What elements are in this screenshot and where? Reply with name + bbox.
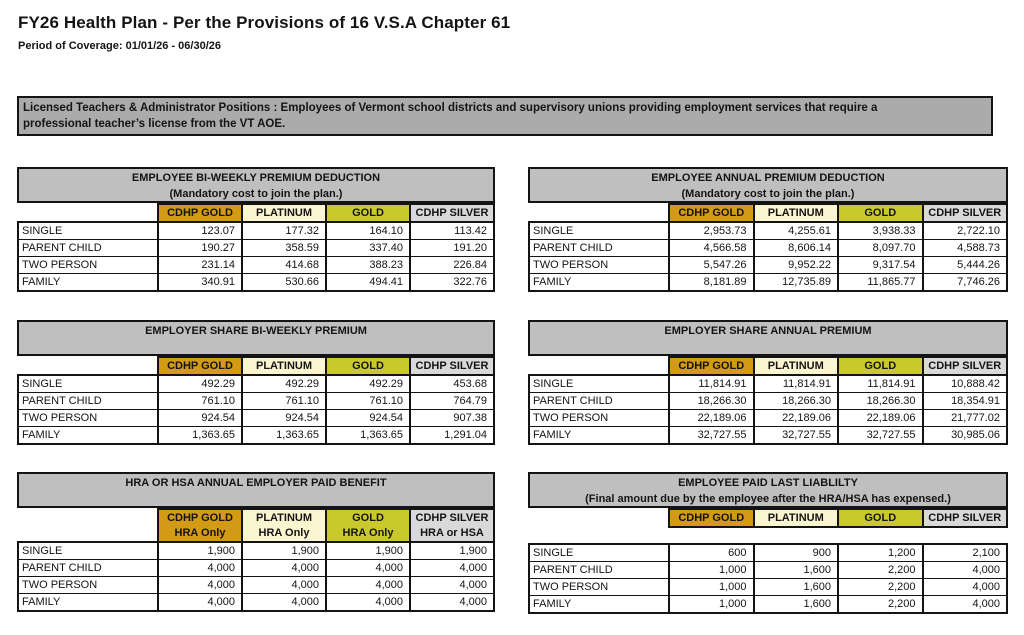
column-header-row [17, 203, 495, 221]
column-header-row [528, 356, 1008, 374]
row-label: TWO PERSON [529, 579, 669, 596]
table-row [529, 562, 1007, 579]
value-cell: 3,938.33 [838, 222, 923, 240]
column-header-gold [327, 203, 411, 221]
row-label: TWO PERSON [18, 410, 158, 427]
value-cell: 21,777.02 [923, 410, 1008, 427]
column-header-label: PLATINUM [767, 207, 824, 219]
table-row [18, 222, 494, 240]
column-header-cdhp_silver [924, 203, 1009, 221]
column-header-cdhp_gold [157, 203, 243, 221]
value-cell: 30,985.06 [923, 427, 1008, 445]
table-row [18, 594, 494, 612]
table-row [529, 427, 1007, 445]
value-cell: 18,266.30 [669, 393, 754, 410]
value-cell: 32,727.55 [838, 427, 923, 445]
value-cell: 492.29 [242, 375, 326, 393]
column-header-label: PLATINUM [767, 512, 824, 524]
value-cell: 761.10 [158, 393, 242, 410]
value-cell: 2,200 [838, 579, 923, 596]
column-header-row [528, 203, 1008, 221]
table-title: EMPLOYEE ANNUAL PREMIUM DEDUCTION [651, 172, 885, 184]
value-cell: 4,000 [923, 562, 1008, 579]
value-cell: 2,200 [838, 562, 923, 579]
row-label: TWO PERSON [529, 410, 669, 427]
value-cell: 4,588.73 [923, 240, 1008, 257]
column-header-label: CDHP GOLD [167, 512, 233, 524]
data-table [17, 374, 495, 445]
eligibility-banner [17, 96, 993, 136]
table-employer-share-biweekly-premium [17, 320, 495, 445]
value-cell: 11,814.91 [838, 375, 923, 393]
value-cell: 11,814.91 [754, 375, 839, 393]
column-header-cdhp_gold [157, 356, 243, 374]
value-cell: 1,900 [158, 542, 242, 560]
column-header-label: PLATINUM [767, 360, 824, 372]
value-cell: 1,600 [754, 579, 839, 596]
column-header-cdhp_silver [924, 508, 1009, 528]
value-cell: 900 [754, 544, 839, 562]
column-header-cdhp_silver [411, 203, 495, 221]
value-cell: 1,000 [669, 579, 754, 596]
column-header-label: GOLD [864, 207, 897, 219]
column-header-label: GOLD [864, 512, 897, 524]
column-header-cdhp_gold [668, 356, 755, 374]
value-cell: 1,363.65 [242, 427, 326, 445]
value-cell: 226.84 [410, 257, 494, 274]
table-row [18, 427, 494, 445]
column-header-cdhp_silver [411, 356, 495, 374]
value-cell: 4,000 [326, 594, 410, 612]
value-cell: 11,814.91 [669, 375, 754, 393]
row-label: FAMILY [18, 594, 158, 612]
value-cell: 18,266.30 [838, 393, 923, 410]
value-cell: 231.14 [158, 257, 242, 274]
row-label: FAMILY [529, 596, 669, 614]
value-cell: 761.10 [242, 393, 326, 410]
table-row [529, 222, 1007, 240]
column-header-label: PLATINUM [255, 207, 312, 219]
value-cell: 4,000 [158, 560, 242, 577]
table-subtitle [530, 339, 1006, 355]
value-cell: 2,953.73 [669, 222, 754, 240]
table-employer-share-annual-premium [528, 320, 1008, 445]
column-header-platinum [755, 356, 840, 374]
row-label: PARENT CHILD [18, 560, 158, 577]
value-cell: 190.27 [158, 240, 242, 257]
row-label: FAMILY [529, 274, 669, 292]
value-cell: 358.59 [242, 240, 326, 257]
value-cell: 907.38 [410, 410, 494, 427]
value-cell: 8,097.70 [838, 240, 923, 257]
column-header-label: CDHP SILVER [415, 207, 489, 219]
column-header-row [17, 356, 495, 374]
row-label: PARENT CHILD [529, 393, 669, 410]
value-cell: 4,000 [410, 594, 494, 612]
value-cell: 924.54 [158, 410, 242, 427]
value-cell: 4,000 [158, 594, 242, 612]
value-cell: 453.68 [410, 375, 494, 393]
data-table [528, 374, 1008, 445]
value-cell: 1,363.65 [326, 427, 410, 445]
coverage-period: Period of Coverage: 01/01/26 - 06/30/26 [18, 40, 221, 52]
value-cell: 2,722.10 [923, 222, 1008, 240]
column-header-label: CDHP GOLD [167, 207, 233, 219]
table-row [18, 393, 494, 410]
table-row [529, 579, 1007, 596]
column-header-sublabel: HRA Only [258, 527, 310, 539]
column-header-sublabel: HRA Only [174, 527, 226, 539]
value-cell: 4,000 [158, 577, 242, 594]
column-header-row [17, 508, 495, 541]
column-header-gold [327, 508, 411, 541]
row-label-spacer [528, 356, 668, 374]
table-row [529, 596, 1007, 614]
column-header-gold [839, 356, 924, 374]
value-cell: 113.42 [410, 222, 494, 240]
column-header-platinum [755, 508, 840, 528]
table-title-band [17, 320, 495, 356]
value-cell: 22,189.06 [838, 410, 923, 427]
column-header-platinum [243, 356, 327, 374]
column-header-sublabel: HRA Only [342, 527, 394, 539]
value-cell: 4,000 [410, 560, 494, 577]
header-gap [528, 528, 1008, 543]
table-title-band [17, 167, 495, 203]
table-row [18, 257, 494, 274]
row-label: SINGLE [529, 375, 669, 393]
value-cell: 123.07 [158, 222, 242, 240]
table-title: EMPLOYEE PAID LAST LIABLILTY [678, 477, 858, 489]
value-cell: 924.54 [326, 410, 410, 427]
value-cell: 4,000 [326, 577, 410, 594]
table-row [529, 274, 1007, 292]
value-cell: 600 [669, 544, 754, 562]
value-cell: 177.32 [242, 222, 326, 240]
column-header-gold [327, 356, 411, 374]
table-row [18, 274, 494, 292]
value-cell: 1,291.04 [410, 427, 494, 445]
data-table [17, 541, 495, 612]
data-table [528, 543, 1008, 614]
value-cell: 32,727.55 [754, 427, 839, 445]
value-cell: 414.68 [242, 257, 326, 274]
table-row [529, 240, 1007, 257]
data-table [528, 221, 1008, 292]
value-cell: 337.40 [326, 240, 410, 257]
table-row [18, 375, 494, 393]
row-label: TWO PERSON [18, 577, 158, 594]
row-label: TWO PERSON [18, 257, 158, 274]
row-label: TWO PERSON [529, 257, 669, 274]
value-cell: 1,200 [838, 544, 923, 562]
column-header-gold [839, 508, 924, 528]
row-label: FAMILY [529, 427, 669, 445]
value-cell: 4,000 [410, 577, 494, 594]
row-label-spacer [17, 356, 157, 374]
value-cell: 7,746.26 [923, 274, 1008, 292]
value-cell: 191.20 [410, 240, 494, 257]
table-subtitle: (Mandatory cost to join the plan.) [681, 188, 855, 200]
table-row [18, 410, 494, 427]
table-title-band [528, 167, 1008, 203]
table-title-band [528, 472, 1008, 508]
value-cell: 1,000 [669, 596, 754, 614]
value-cell: 4,000 [923, 579, 1008, 596]
row-label: FAMILY [18, 427, 158, 445]
column-header-label: CDHP SILVER [928, 360, 1002, 372]
column-header-row [528, 508, 1008, 528]
table-row [529, 375, 1007, 393]
value-cell: 11,865.77 [838, 274, 923, 292]
value-cell: 322.76 [410, 274, 494, 292]
column-header-label: CDHP SILVER [928, 512, 1002, 524]
column-header-label: GOLD [352, 360, 384, 372]
row-label-spacer [17, 508, 157, 541]
table-title: EMPLOYER SHARE BI-WEEKLY PREMIUM [145, 325, 367, 337]
column-header-label: CDHP GOLD [678, 207, 745, 219]
column-header-platinum [243, 203, 327, 221]
row-label: PARENT CHILD [529, 240, 669, 257]
column-header-label: CDHP SILVER [415, 360, 489, 372]
value-cell: 10,888.42 [923, 375, 1008, 393]
value-cell: 4,000 [242, 577, 326, 594]
column-header-label: CDHP SILVER [928, 207, 1002, 219]
value-cell: 12,735.89 [754, 274, 839, 292]
table-row [18, 240, 494, 257]
value-cell: 5,547.26 [669, 257, 754, 274]
value-cell: 340.91 [158, 274, 242, 292]
row-label: PARENT CHILD [18, 393, 158, 410]
row-label: SINGLE [18, 542, 158, 560]
value-cell: 1,900 [410, 542, 494, 560]
table-title-band [528, 320, 1008, 356]
page-title: FY26 Health Plan - Per the Provisions of 16 V.S.A Chapter 61 [18, 13, 511, 32]
value-cell: 9,317.54 [838, 257, 923, 274]
column-header-platinum [755, 203, 840, 221]
value-cell: 4,255.61 [754, 222, 839, 240]
table-row [18, 560, 494, 577]
value-cell: 22,189.06 [754, 410, 839, 427]
table-subtitle: (Mandatory cost to join the plan.) [169, 188, 343, 200]
value-cell: 8,606.14 [754, 240, 839, 257]
column-header-cdhp_silver [924, 356, 1009, 374]
value-cell: 2,100 [923, 544, 1008, 562]
table-title: EMPLOYEE BI-WEEKLY PREMIUM DEDUCTION [131, 172, 381, 184]
value-cell: 8,181.89 [669, 274, 754, 292]
table-employee-paid-last-liability [528, 472, 1008, 614]
value-cell: 164.10 [326, 222, 410, 240]
value-cell: 530.66 [242, 274, 326, 292]
table-subtitle [19, 339, 493, 355]
value-cell: 494.41 [326, 274, 410, 292]
value-cell: 4,000 [923, 596, 1008, 614]
table-row [529, 393, 1007, 410]
table-hra-hsa-annual-employer-paid-benefit [17, 472, 495, 612]
data-table [17, 221, 495, 292]
table-subtitle: (Final amount due by the employee after the HRA/HSA has expensed.) [585, 493, 951, 505]
table-row [529, 544, 1007, 562]
column-header-label: PLATINUM [255, 360, 312, 372]
column-header-label: GOLD [352, 207, 384, 219]
table-employee-biweekly-premium-deduction [17, 167, 495, 292]
row-label: PARENT CHILD [18, 240, 158, 257]
row-label: PARENT CHILD [529, 562, 669, 579]
row-label: FAMILY [18, 274, 158, 292]
column-header-cdhp_gold [157, 508, 243, 541]
table-row [18, 577, 494, 594]
value-cell: 1,363.65 [158, 427, 242, 445]
column-header-platinum [243, 508, 327, 541]
row-label-spacer [528, 203, 668, 221]
value-cell: 4,000 [242, 560, 326, 577]
row-label: SINGLE [529, 544, 669, 562]
value-cell: 1,900 [242, 542, 326, 560]
row-label: SINGLE [18, 375, 158, 393]
eligibility-banner-line2: professional teacher’s license from the VT AOE. [23, 118, 286, 130]
row-label-spacer [17, 203, 157, 221]
value-cell: 4,000 [326, 560, 410, 577]
value-cell: 1,900 [326, 542, 410, 560]
eligibility-banner-line1: Licensed Teachers & Administrator Positions : Employees of Vermont school districts and supervisory unions providing employment services that require a [23, 102, 878, 114]
value-cell: 924.54 [242, 410, 326, 427]
row-label-spacer [528, 508, 668, 528]
table-title: HRA OR HSA ANNUAL EMPLOYER PAID BENEFIT [125, 477, 387, 489]
value-cell: 1,000 [669, 562, 754, 579]
value-cell: 32,727.55 [669, 427, 754, 445]
table-row [529, 410, 1007, 427]
column-header-cdhp_gold [668, 203, 755, 221]
column-header-label: CDHP SILVER [415, 512, 489, 524]
value-cell: 5,444.26 [923, 257, 1008, 274]
value-cell: 18,266.30 [754, 393, 839, 410]
value-cell: 22,189.06 [669, 410, 754, 427]
row-label: SINGLE [529, 222, 669, 240]
column-header-label: PLATINUM [255, 512, 312, 524]
column-header-label: CDHP GOLD [167, 360, 233, 372]
value-cell: 764.79 [410, 393, 494, 410]
column-header-sublabel: HRA or HSA [420, 527, 484, 539]
value-cell: 388.23 [326, 257, 410, 274]
table-title-band [17, 472, 495, 508]
table-title: EMPLOYER SHARE ANNUAL PREMIUM [664, 325, 872, 337]
table-employee-annual-premium-deduction [528, 167, 1008, 292]
value-cell: 761.10 [326, 393, 410, 410]
value-cell: 492.29 [158, 375, 242, 393]
value-cell: 1,600 [754, 562, 839, 579]
table-subtitle [19, 491, 493, 507]
table-row [18, 542, 494, 560]
value-cell: 18,354.91 [923, 393, 1008, 410]
value-cell: 4,566.58 [669, 240, 754, 257]
value-cell: 1,600 [754, 596, 839, 614]
column-header-cdhp_silver [411, 508, 495, 541]
value-cell: 2,200 [838, 596, 923, 614]
column-header-gold [839, 203, 924, 221]
value-cell: 4,000 [242, 594, 326, 612]
column-header-cdhp_gold [668, 508, 755, 528]
table-row [529, 257, 1007, 274]
value-cell: 9,952.22 [754, 257, 839, 274]
column-header-label: GOLD [864, 360, 897, 372]
column-header-label: GOLD [352, 512, 384, 524]
column-header-label: CDHP GOLD [678, 512, 745, 524]
row-label: SINGLE [18, 222, 158, 240]
value-cell: 492.29 [326, 375, 410, 393]
column-header-label: CDHP GOLD [678, 360, 745, 372]
